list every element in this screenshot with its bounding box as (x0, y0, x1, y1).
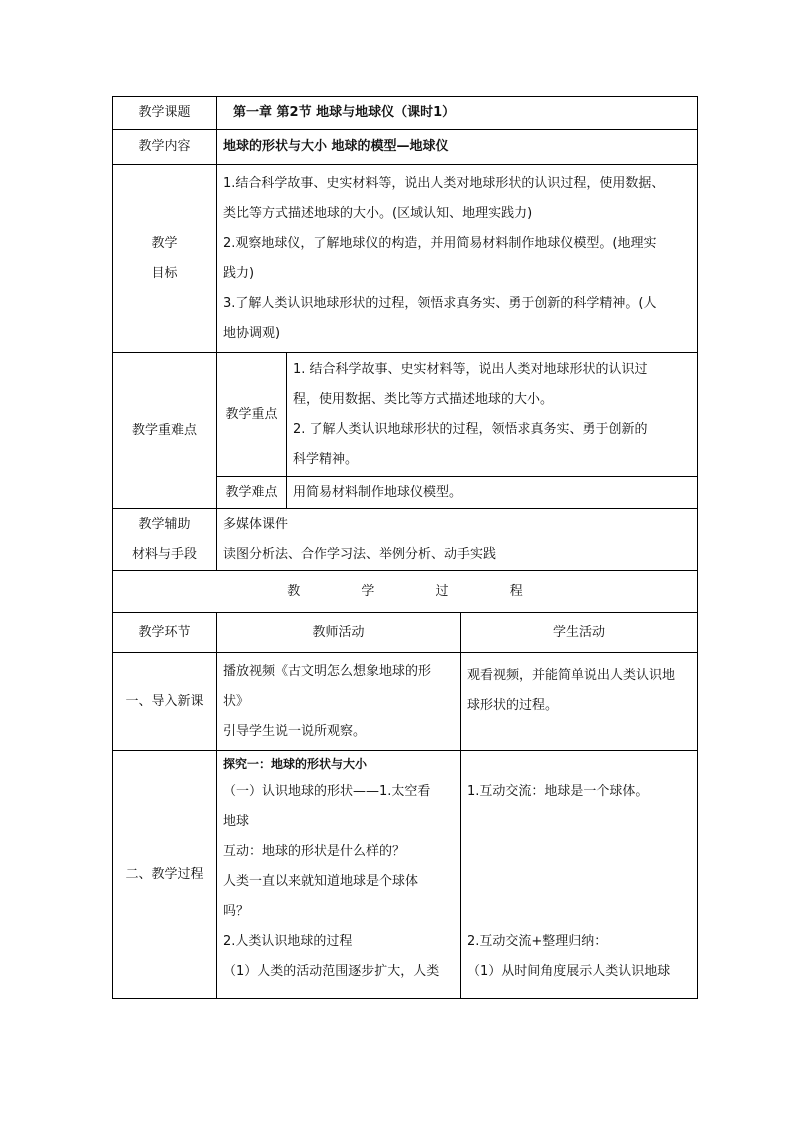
goals-label-line: 教学 (151, 235, 178, 251)
process-student-line (467, 837, 691, 867)
process-teacher-line: （1）人类的活动范围逐步扩大，人类 (223, 964, 440, 979)
aids-line: 读图分析法、合作学习法、举例分析、动手实践 (223, 546, 497, 562)
process-teacher-line: 地球 (223, 814, 250, 829)
intro-student (461, 653, 698, 751)
topic-value: 第一章 第2节 地球与地球仪（课时1） (217, 97, 698, 130)
topic-row (113, 97, 698, 130)
process-title-char: 过 (435, 583, 449, 599)
process-student-line: （1）从时间角度展示人类认识地球 (467, 964, 671, 979)
key-label: 教学重点 (217, 353, 287, 477)
intro-student-line: 观看视频，并能简单说出人类认识地 (467, 668, 676, 683)
aids-label-line: 材料与手段 (131, 546, 197, 562)
process-teacher (217, 751, 461, 999)
key-text (287, 353, 698, 477)
key-difficult-label: 教学重难点 (113, 353, 217, 509)
process-title-char: 教 (287, 583, 301, 599)
content-label: 教学内容 (113, 130, 217, 165)
key-line: 程，使用数据、类比等方式描述地球的大小。 (293, 391, 554, 407)
process-teacher-line: 互动：地球的形状是什么样的？ (223, 844, 406, 859)
goals-row (113, 165, 698, 353)
goals-label (113, 165, 217, 353)
intro-teacher-line: 播放视频《古文明怎么想象地球的形 (223, 663, 432, 679)
process-student-line (467, 897, 691, 927)
goals-line: 2.观察地球仪，了解地球仪的构造，并用简易材料制作地球仪模型。(地理实 (223, 235, 657, 251)
key-line: 1. 结合科学故事、史实材料等，说出人类对地球形状的认识过 (293, 361, 648, 377)
teacher-activity-header: 教师活动 (217, 613, 461, 653)
student-activity-header: 学生活动 (461, 613, 698, 653)
process-stage: 二、教学过程 (113, 751, 217, 999)
topic-label: 教学课题 (113, 97, 217, 130)
aids-row (113, 509, 698, 571)
goals-text (217, 165, 698, 353)
intro-teacher-line: 引导学生说一说所观察。 (223, 723, 367, 739)
content-row (113, 130, 698, 165)
process-row (113, 751, 698, 999)
aids-label-line: 教学辅助 (138, 516, 191, 532)
goals-line: 类比等方式描述地球的大小。(区域认知、地理实践力) (223, 205, 533, 221)
difficult-label: 教学难点 (217, 477, 287, 509)
process-student (461, 751, 698, 999)
process-teacher-line: 2.人类认识地球的过程 (223, 934, 353, 949)
goals-line: 地协调观) (223, 325, 281, 341)
process-title-char: 程 (509, 583, 523, 599)
process-header-row (113, 613, 698, 653)
intro-stage: 一、导入新课 (113, 653, 217, 751)
process-teacher-heading: 探究一：地球的形状与大小 (223, 757, 368, 771)
process-teacher-line: 人类一直以来就知道地球是个球体 (223, 874, 419, 889)
goals-line: 践力) (223, 265, 255, 281)
process-student-line (467, 807, 691, 837)
intro-teacher-line: 状》 (223, 693, 250, 709)
process-student-line (467, 867, 691, 897)
lesson-plan-table (112, 96, 698, 999)
process-teacher-line: 吗？ (223, 904, 250, 919)
aids-text (217, 509, 698, 571)
stage-header: 教学环节 (113, 613, 217, 653)
aids-label (113, 509, 217, 571)
process-student-line: 1.互动交流：地球是一个球体。 (467, 784, 649, 799)
content-value: 地球的形状与大小 地球的模型—地球仪 (217, 130, 698, 165)
goals-label-line: 目标 (151, 265, 178, 281)
key-line: 2. 了解人类认识地球形状的过程，领悟求真务实、勇于创新的 (293, 421, 648, 437)
difficult-value: 用简易材料制作地球仪模型。 (287, 477, 698, 509)
intro-row (113, 653, 698, 751)
process-title (113, 571, 698, 613)
process-teacher-line: （一）认识地球的形状——1.太空看 (223, 784, 431, 799)
aids-line: 多媒体课件 (223, 516, 289, 532)
key-line: 科学精神。 (293, 451, 359, 467)
intro-student-line: 球形状的过程。 (467, 698, 559, 713)
intro-teacher (217, 653, 461, 751)
process-title-row (113, 571, 698, 613)
process-student-line (467, 751, 691, 777)
goals-line: 1.结合科学故事、史实材料等，说出人类对地球形状的认识过程，使用数据、 (223, 175, 665, 191)
process-title-char: 学 (361, 583, 375, 599)
key-points-row (113, 353, 698, 477)
goals-line: 3.了解人类认识地球形状的过程，领悟求真务实、勇于创新的科学精神。(人 (223, 295, 657, 311)
process-student-line: 2.互动交流+整理归纳： (467, 934, 608, 949)
